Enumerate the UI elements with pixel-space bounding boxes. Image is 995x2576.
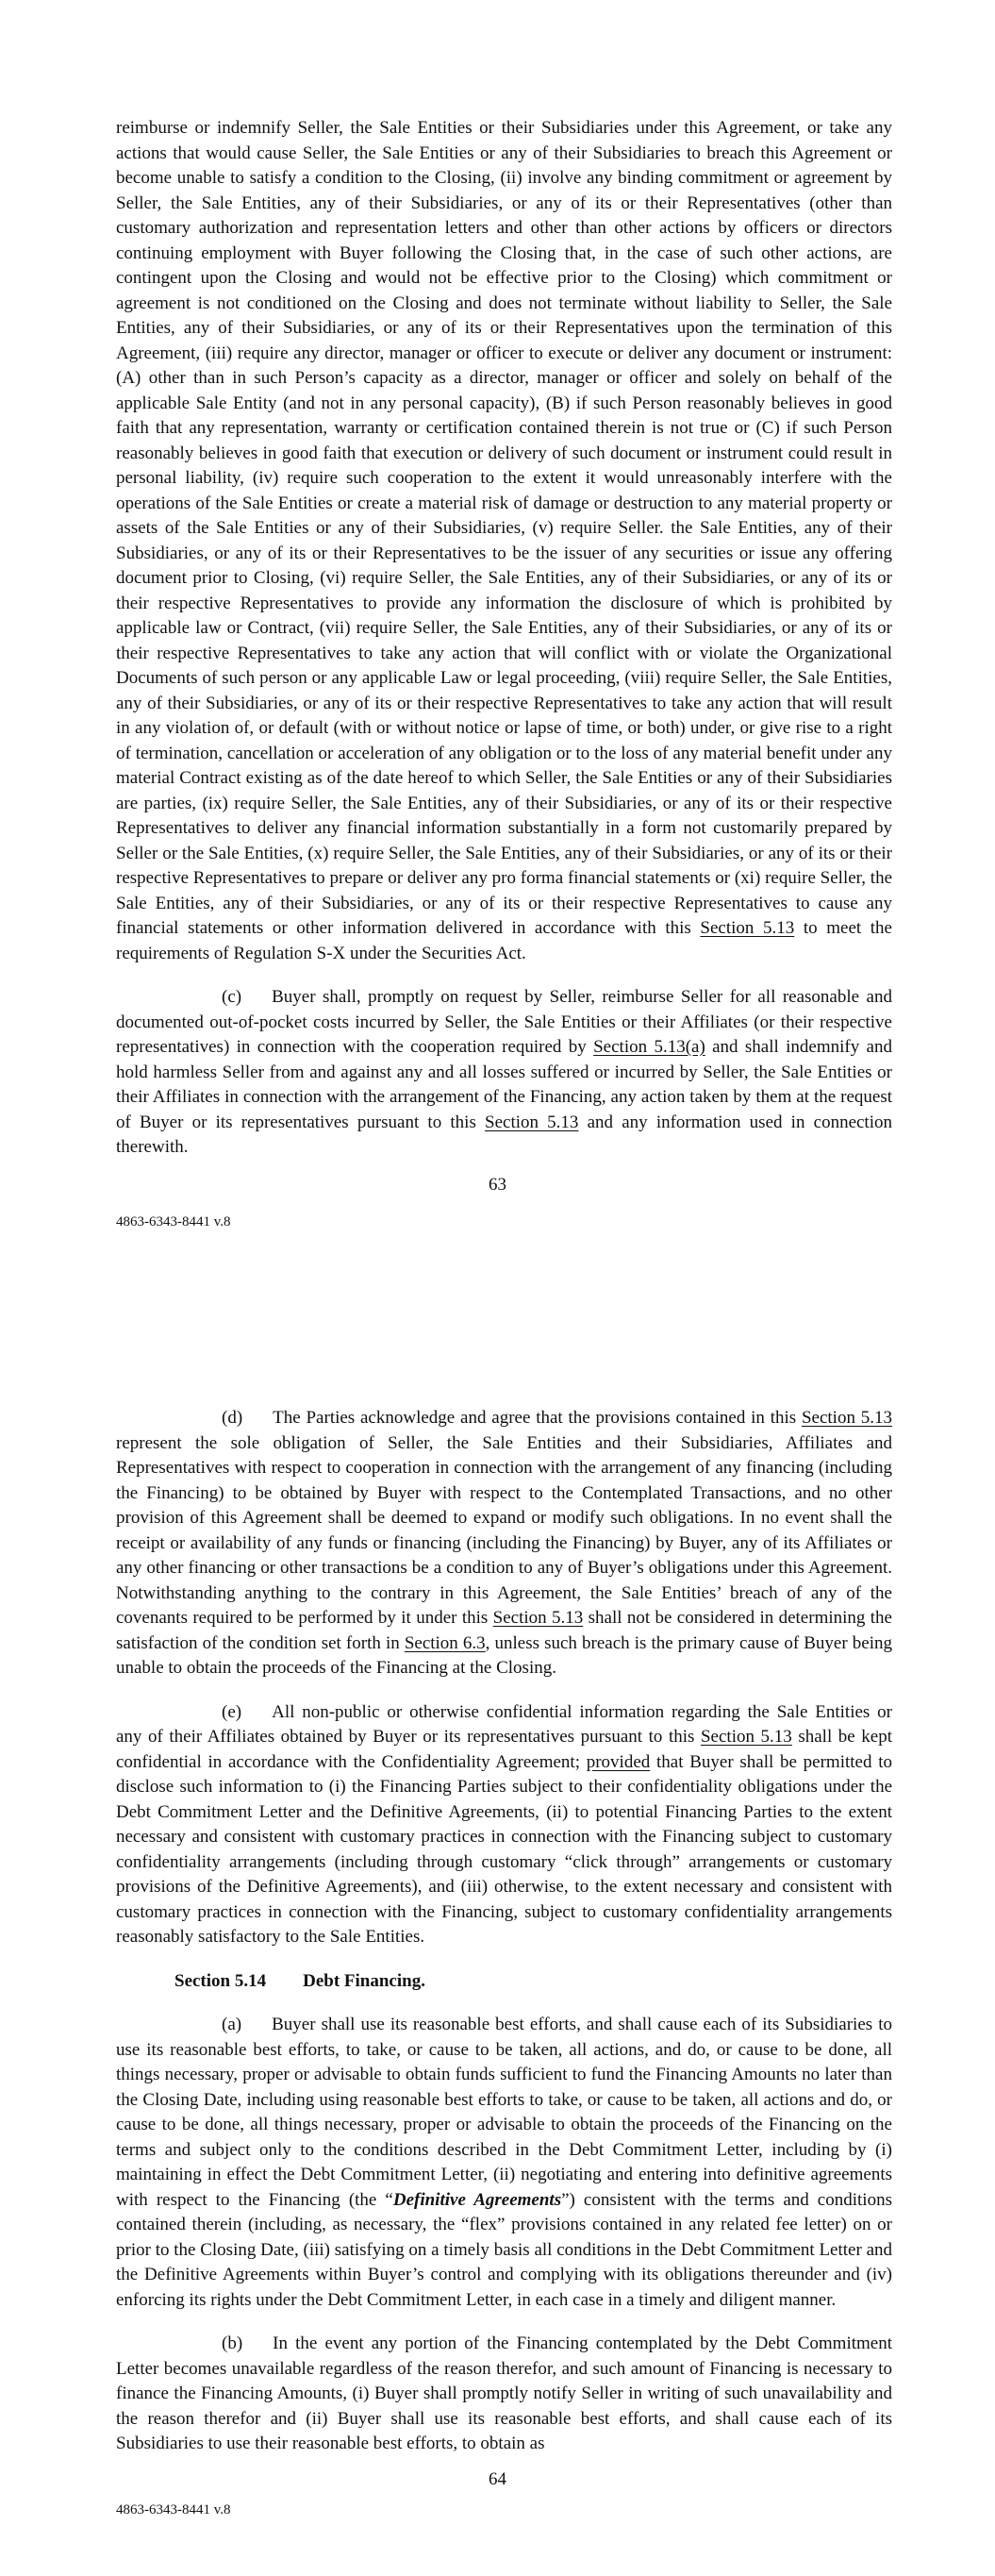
text-run: In the event any portion of the Financing contemplated by the Debt Commitment Letter becomes unavailable regardless of the reason therefor, and such amount of Financing is necessary to finance the Financing Amounts, (i) Buyer shall promptly notify Seller in writing of such unavailability and the reason therefor and (ii) Buyer shall use its reasonable best efforts, and shall cause each of its Subsidiaries to use their reasonable best efforts, to obtain as bbox=[116, 2333, 892, 2453]
text-run: Buyer shall use its reasonable best efforts, and shall cause each of its Subsidiaries to use its reasonable best efforts, to take, or cause to be taken, all actions, and do, or cause to be done, all things necessary, proper or advisable to obtain funds sufficient to fund the Financing Amounts no later than the Closing Date, including using reasonable best efforts to take, or cause to be taken, all actions and do, or cause to be done, all things necessary, proper or advisable to obtain the proceeds of the Financing on the terms and subject only to the conditions described in the Debt Commitment Letter, including by (i) maintaining in effect the Debt Commitment Letter, (ii) negotiating and entering into definitive agreements with respect to the Financing (the “ bbox=[116, 2015, 892, 2210]
text-run: represent the sole obligation of Seller, the Sale Entities and their Subsidiaries, Affiliates and Representatives with respect to cooperation in connection with the arrangement of any financing (including the Financing) to be obtained by Buyer with respect to the Contemplated Transactions, and no other provision of this Agreement shall be deemed to expand or modify such obligations. In no event shall the receipt or availability of any funds or financing (including the Financing) by Buyer, any of its Affiliates or any other financing or other transactions be a condition to any of Buyer’s obligations under this Agreement. Notwithstanding anything to the contrary in this Agreement, the Sale Entities’ breach of any of the covenants required to be performed by it under this bbox=[116, 1432, 892, 1628]
text-run: Section 5.13 bbox=[801, 1408, 892, 1428]
page-number-64: 64 bbox=[489, 2469, 506, 2489]
text-run: shall not be considered in determining the satisfaction of the condition set forth in bbox=[116, 1608, 892, 1653]
text-run: All non-public or otherwise confidential information regarding the Sale Entities or any of their Affiliates obtained by Buyer or its representatives pursuant to this bbox=[116, 1701, 892, 1747]
paragraph-continuation bbox=[116, 116, 892, 966]
text-run: Section 5.13 bbox=[700, 1727, 792, 1747]
text-run: to meet the requirements of Regulation S-X under the Securities Act. bbox=[116, 918, 892, 963]
section-5-14-heading bbox=[116, 1969, 892, 1995]
page-63-body bbox=[116, 116, 892, 1161]
text-run: and shall indemnify and hold harmless Seller from and against any and all losses suffered or incurred by Seller, the Sale Entities or their Affiliates in connection with the arrangement of the Financing, any action taken by them at the request of Buyer or its representatives pursuant to this bbox=[116, 1037, 892, 1132]
text-run: Definitive Agreements bbox=[392, 2189, 562, 2210]
text-run: (c) bbox=[222, 987, 242, 1007]
text-run: provided bbox=[586, 1751, 651, 1772]
text-run: (a) bbox=[222, 2015, 242, 2034]
paragraph-d bbox=[116, 1406, 892, 1681]
document-id-footer-63: 4863-6343-8441 v.8 bbox=[116, 1214, 231, 1229]
page-number-63: 63 bbox=[489, 1175, 506, 1195]
text-run: that Buyer shall be permitted to disclose such information to (i) the Financing Parties subject to their confidentiality obligations under the Debt Commitment Letter and the Definitive Agreements, (ii) to potential Financing Parties to the extent necessary and consistent with customary practices in connection with the Financing subject to customary confidentiality arrangements (including through customary “click through” arrangements or customary provisions of the Definitive Agreements), and (iii) otherwise, to the extent necessary and consistent with customary practices in connection with the Financing, subject to customary confidentiality arrangements reasonably satisfactory to the Sale Entities. bbox=[116, 1751, 892, 1947]
text-run: Section 5.13 bbox=[700, 918, 795, 938]
text-run: Section 6.3 bbox=[404, 1632, 486, 1653]
text-run: (d) bbox=[222, 1408, 243, 1428]
text-run: reimburse or indemnify Seller, the Sale Entities or their Subsidiaries under this Agreement, or take any actions that would cause Seller, the Sale Entities or any of their Subsidiaries to breach this Agreement or become unable to satisfy a condition to the Closing, (ii) involve any binding commitment or agreement by Seller, the Sale Entities, any of their Subsidiaries, or any of its or their Representatives (other than customary authorization and representation letters and other than other actions by officers or directors continuing employment with Buyer following the Closing that, in the case of such other actions, are contingent upon the Closing and would not be effective prior to the Closing) which commitment or agreement is not conditioned on the Closing and does not terminate without liability to Seller, the Sale Entities, any of their Subsidiaries, or any of its or their Representatives upon the termination of this Agreement, (iii) require any director, manager or officer to execute or deliver any document or instrument: (A) other than in such Person’s capacity as a director, manager or officer and solely on behalf of the applicable Sale Entity (and not in any personal capacity), (B) if such Person reasonably believes in good faith that any representation, warranty or certification contained therein is not true or (C) if such Person reasonably believes in good faith that execution or delivery of such document or instrument could result in personal liability, (iv) require such cooperation to the extent it would unreasonably interfere with the operations of the Sale Entities or create a material risk of damage or destruction to any material property or assets of the Sale Entities or any of their Subsidiaries, (v) require Seller. the Sale Entities, any of their Subsidiaries, or any of its or their Representatives to be the issuer of any securities or issue any offering document prior to Closing, (vi) require Seller, the Sale Entities, any of their Subsidiaries, or any of its or their respective Representatives to provide any information the disclosure of which is prohibited by applicable law or Contract, (vii) require Seller, the Sale Entities, any of their Subsidiaries, or any of its or their respective Representatives to take any action that will conflict with or violate the Organizational Documents of such person or any applicable Law or legal proceeding, (viii) require Seller, the Sale Entities, any of their Subsidiaries, or any of its or their respective Representatives to take any action that will result in any violation of, or default (with or without notice or lapse of time, or both) under, or give rise to a right of termination, cancellation or acceleration of any obligation or to the loss of any material benefit under any material Contract existing as of the date hereof to which Seller, the Sale Entities or any of their Subsidiaries are parties, (ix) require Seller, the Sale Entities, any of their Subsidiaries, or any of its or their respective Representatives to deliver any financial information substantially in a form not customarily prepared by Seller or the Sale Entities, (x) require Seller, the Sale Entities, any of their Subsidiaries, or any of its or their respective Representatives to prepare or deliver any pro forma financial statements or (xi) require Seller, the Sale Entities, any of their Subsidiaries, or any of its or their respective Representatives to cause any financial statements or other information delivered in accordance with this bbox=[116, 118, 892, 938]
text-run: and any information used in connection therewith. bbox=[116, 1112, 892, 1157]
text-run: The Parties acknowledge and agree that the provisions contained in this bbox=[273, 1408, 802, 1428]
paragraph-a bbox=[116, 2013, 892, 2313]
paragraph-e bbox=[116, 1700, 892, 1950]
text-run: Buyer shall, promptly on request by Seller, reimburse Seller for all reasonable and documented out-of-pocket costs incurred by Seller, the Sale Entities or their Affiliates (or their respective representatives) in connection with the cooperation required by bbox=[116, 987, 892, 1057]
text-run: , unless such breach is the primary cause of Buyer being unable to obtain the proceeds of the Financing at the Closing. bbox=[116, 1632, 892, 1678]
text-run: Section 5.13 bbox=[492, 1608, 584, 1628]
page-64-body bbox=[116, 1406, 892, 2457]
text-run: ”) consistent with the terms and conditions contained therein (including, as necessary, the “flex” provisions contained in any related fee letter) on or prior to the Closing Date, (iii) satisfying on a timely basis all conditions in the Debt Commitment Letter and the Definitive Agreements within Buyer’s control and complying with its obligations thereunder and (iv) enforcing its rights under the Debt Commitment Letter, in each case in a timely and diligent manner. bbox=[116, 2189, 892, 2310]
document-page-64 bbox=[0, 1288, 995, 2576]
text-run: . bbox=[421, 1970, 425, 1991]
text-run: shall be kept confidential in accordance with the Confidentiality Agreement; bbox=[116, 1727, 893, 1772]
paragraph-b bbox=[116, 2332, 892, 2457]
text-run: Section 5.13(a) bbox=[593, 1037, 705, 1057]
text-run: Debt Financing bbox=[303, 1970, 422, 1991]
document-id-footer-64: 4863-6343-8441 v.8 bbox=[116, 2502, 231, 2517]
text-run: (e) bbox=[222, 1701, 242, 1722]
text-run: (b) bbox=[222, 2333, 243, 2353]
text-run: Section 5.13 bbox=[485, 1112, 579, 1132]
text-run: Section 5.14 bbox=[174, 1970, 267, 1991]
paragraph-c bbox=[116, 985, 892, 1161]
